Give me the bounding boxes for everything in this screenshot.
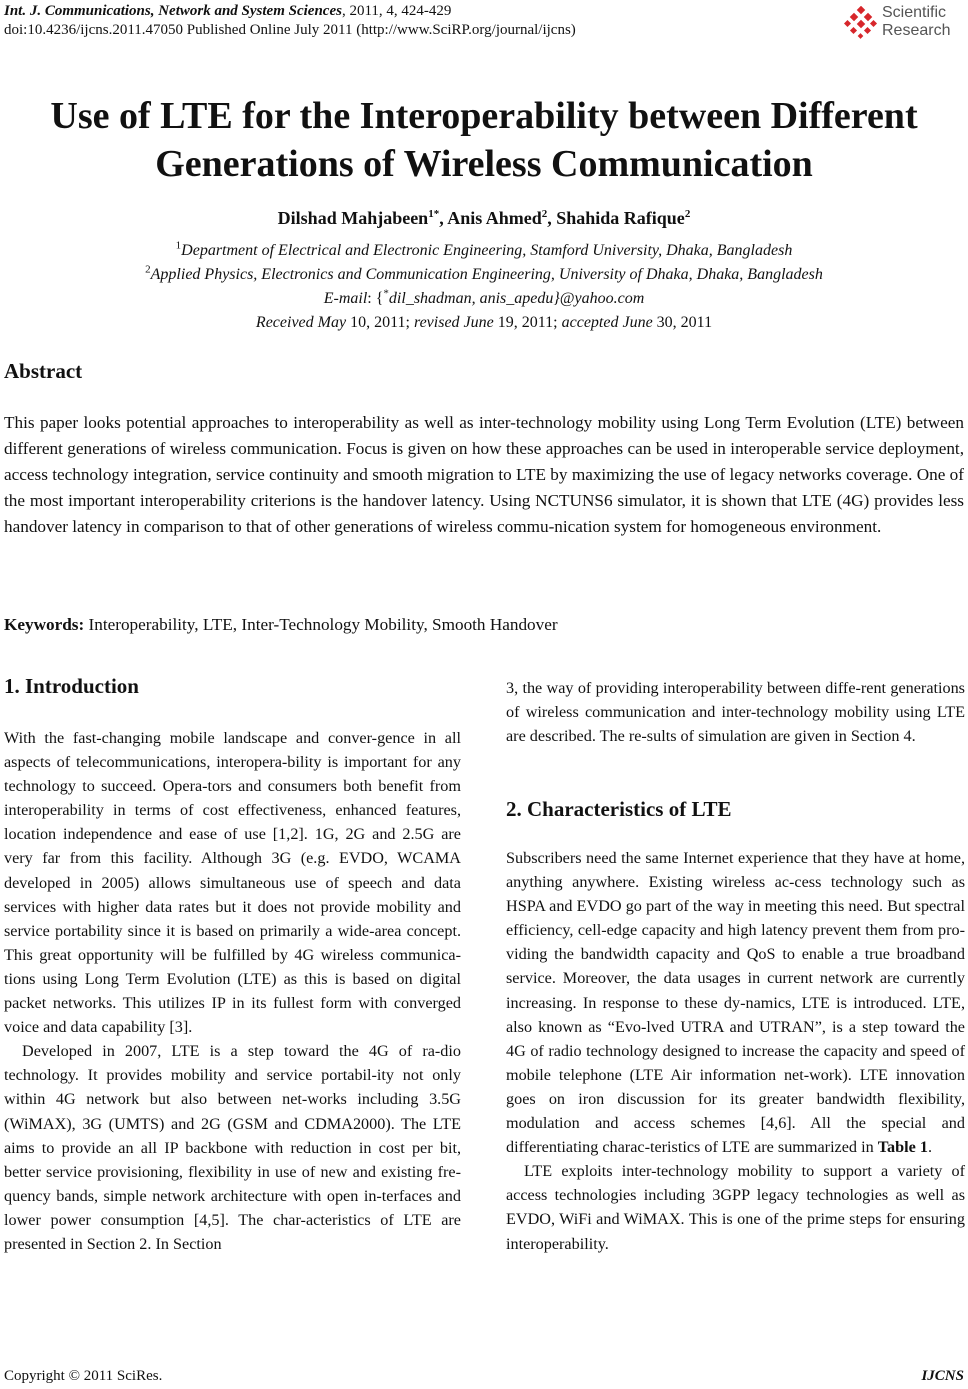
right-column-body: [506, 846, 965, 1256]
accepted-label: accepted June: [561, 314, 653, 331]
logo-line-1: Scientific: [882, 4, 947, 21]
paper-title: [0, 92, 968, 188]
affiliation-2-text: Applied Physics, Electronics and Communication Engineering, University of Dhaka, Dhaka, Bangladesh: [150, 266, 823, 283]
doi-line: doi:10.4236/ijcns.2011.47050 Published Online July 2011 (http://www.SciRP.org/journal/ijcns): [4, 22, 576, 38]
author-2-affiliation: 2: [541, 208, 548, 220]
lte-paragraph-2: LTE exploits inter-technology mobility to support a variety of access technologies including 3GPP legacy technologies as well as EVDO, WiFi and WiMAX. This is one of the prime steps for ensuring interoperability.: [506, 1162, 965, 1253]
lte-paragraph-1-end: .: [927, 1138, 932, 1157]
intro-paragraph-1: With the fast-changing mobile landscape and conver-gence in all aspects of telecommunications, interopera-bility is important for any technology to succeed. Opera-tors and consumers both benefit from interoperability in terms of cost effectiveness, enhanced features, location independence and ease of use [1,2]. 1G, 2G and 2.5G are very far from this facility. Although 3G (e.g. EVDO, WCAMA developed in 2005) allows simultaneous use of speech and data services with higher data rates but it does not provide mobility and service portability since it is based on primarily a wide-area concept. This great opportunity will be fulfilled by 4G wireless communica-tions using Long Term Evolution (LTE) as this is based on digital packet networks. This utilizes IP in its fullest form with converged voice and data capability [3].: [4, 729, 461, 1037]
logo-text: [882, 4, 950, 40]
abstract-text: This paper looks potential approaches to interoperability as well as inter-technology mobility using Long Term Evolution (LTE) between different generations of wireless communication. Focus is given on how these approaches can be used in interoperable service deployment, access technology integration, service continuity and smooth migration to LTE by maximizing the use of legacy networks coverage. One of the most important interoperability criterions is the handover latency. Using NCTUNS6 simulator, it is shown that LTE (4G) provides less handover latency in comparison to that of other generations of wireless commu-nication system for homogeneous environment.: [4, 413, 964, 536]
logo-line-2: Research: [882, 22, 951, 39]
journal-name: Int. J. Communications, Network and System Sciences: [4, 3, 342, 19]
author-3: , Shahida Rafique: [547, 208, 685, 228]
table-1-reference: Table 1: [877, 1138, 928, 1157]
author-1: Dilshad Mahjabeen: [277, 208, 429, 228]
section-1-heading: 1. Introduction: [4, 674, 139, 698]
publisher-logo: [844, 4, 966, 42]
keywords: [4, 615, 558, 635]
journal-volume: , 2011, 4, 424-429: [341, 3, 452, 19]
journal-citation: [4, 2, 451, 21]
keywords-label: Keywords:: [4, 615, 85, 634]
author-1-affiliation: 1*: [428, 208, 440, 220]
section-2-heading: 2. Characteristics of LTE: [506, 797, 732, 821]
revised-date: 19, 2011;: [493, 314, 562, 331]
author-3-affiliation: 2: [684, 208, 691, 220]
copyright-footer: Copyright © 2011 SciRes.: [4, 1368, 163, 1384]
affiliation-1-number: 1: [175, 239, 182, 252]
author-list: [0, 208, 968, 229]
scirp-logo-icon: [844, 6, 878, 40]
email-label: E-mail: [323, 290, 368, 307]
lte-paragraph-1-text: Subscribers need the same Internet experience that they have at home, anything anywhere. Existing wireless ac-cess technology such as HSPA and EVDO go part of the way in meeting this need. But spectral efficiency, cell-edge capacity and high latency prevent them from pro-viding the bandwidth capacity and QoS to enable a true broadband service. Moreover, the data usages in current network are currently increasing. In response to these dy-namics, LTE is introduced. LTE, also known as “Evo-lved UTRA and UTRAN”, is a step toward the 4G of radio technology designed to increase the capacity and speed of mobile telephone (LTE Air information net-work). LTE innovation goes on iron discussion for its greater bandwidth flexibility, modulation and access schemes [4,6]. All the special and differentiating charac-teristics of LTE are summarized in: [506, 849, 965, 1157]
revised-label: revised June: [413, 314, 494, 331]
email-line: [0, 288, 968, 310]
received-date: 10, 2011;: [346, 314, 414, 331]
intro-paragraph-2: Developed in 2007, LTE is a step toward the 4G of ra-dio technology. It provides mobility and service portabil-ity not only within 4G network but also between net-works including 3.5G (WiMAX), 3G (UMTS) and 2G (GSM and CDMA2000). The LTE aims to provide an all IP backbone with reduction in cost per bit, better service provisioning, flexibility in use of new and existing fre-quency bands, simple network architecture with open in-terfaces and lower power consumption [4,5]. The char-acteristics of LTE are presented in Section 2. In Section: [4, 1042, 461, 1253]
title-line-1: Use of LTE for the Interoperability between Different: [50, 95, 918, 137]
affiliation-2-number: 2: [145, 263, 151, 276]
left-column: [4, 726, 461, 1256]
email-brace: : {: [367, 290, 384, 307]
intro-paragraph-2-continued: 3, the way of providing interoperability between diffe-rent generations of wireless communication and inter-technology mobility using LTE are described. The re-sults of simulation are given in Section 4.: [506, 679, 965, 746]
received-label: Received May: [255, 314, 347, 331]
keywords-text: Interoperability, LTE, Inter-Technology Mobility, Smooth Handover: [84, 615, 558, 634]
author-2: , Anis Ahmed: [439, 208, 542, 228]
abstract-heading: Abstract: [4, 359, 83, 383]
dates-line: [0, 312, 968, 334]
affiliation-1-text: Department of Electrical and Electronic Engineering, Stamford University, Dhaka, Bangladesh: [181, 242, 793, 259]
email-addresses: dil_shadman, anis_apedu}@yahoo.com: [388, 290, 645, 307]
title-line-2: Generations of Wireless Communication: [155, 143, 813, 185]
accepted-date: 30, 2011: [652, 314, 713, 331]
email-star: *: [383, 287, 389, 300]
affiliation-2: [0, 264, 968, 286]
journal-abbreviation: IJCNS: [921, 1368, 964, 1384]
right-column-top: [506, 676, 965, 748]
affiliation-1: [0, 240, 968, 262]
lte-paragraph-1: [506, 846, 965, 1159]
